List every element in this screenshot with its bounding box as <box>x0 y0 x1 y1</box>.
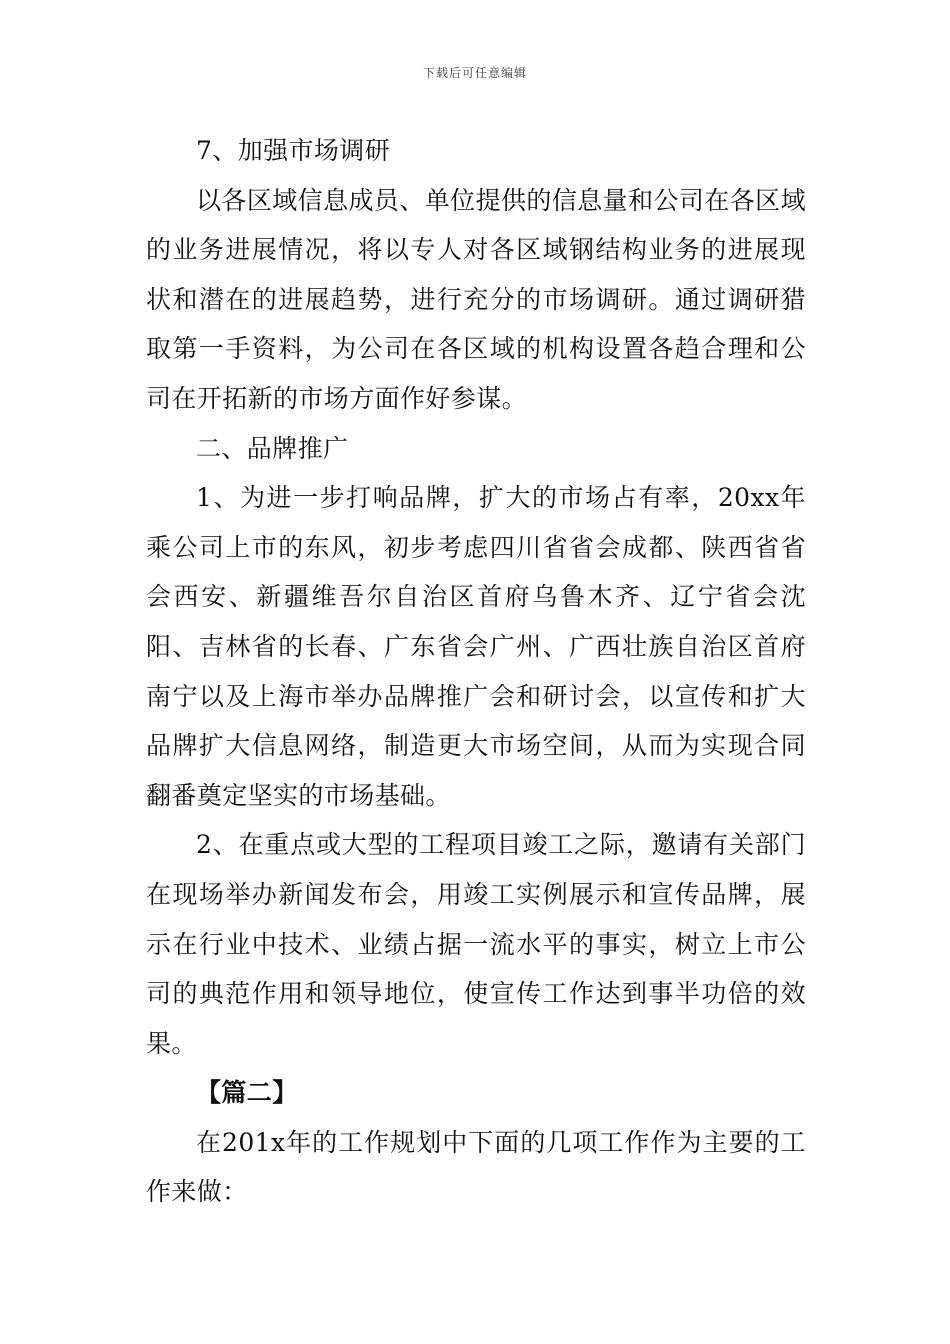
section-heading-brand-promotion: 二、品牌推广 <box>196 433 349 463</box>
page-header: 下载后可任意编辑 <box>422 66 527 80</box>
paragraph-market-research: 以各区域信息成员、单位提供的信息量和公司在各区域的业务进展情况，将以专人对各区域钢结构业务的进展现状和潜在的进展趋势，进行充分的市场调研。通过调研猎取第一手资料，为公司在各区域的机构设置各趋合理和公司在开拓新的市场方面作好参谋。 <box>146 185 806 413</box>
paragraph-brand-promotion-2: 2、在重点或大型的工程项目竣工之际，邀请有关部门在现场举办新闻发布会，用竣工实例展示和宣传品牌，展示在行业中技术、业绩占据一流水平的事实，树立上市公司的典范作用和领导地位，使宣传工作达到事半功倍的效果。 <box>146 830 806 1058</box>
paragraph-brand-promotion-1: 1、为进一步打响品牌，扩大的市场占有率，20xx年乘公司上市的东风，初步考虑四川省省会成都、陕西省省会西安、新疆维吾尔自治区首府乌鲁木齐、辽宁省会沈阳、吉林省的长春、广东省会广州、广西壮族自治区首府南宁以及上海市举办品牌推广会和研讨会，以宣传和扩大品牌扩大信息网络，制造更大市场空间，从而为实现合同翻番奠定坚实的市场基础。 <box>146 483 806 810</box>
paragraph-work-plan: 在201x年的工作规划中下面的几项工作作为主要的工作来做： <box>146 1127 806 1207</box>
section-heading-market-research: 7、加强市场调研 <box>196 136 391 165</box>
document-body <box>146 126 806 1217</box>
chapter-heading-part-two: 【篇二】 <box>196 1078 298 1108</box>
